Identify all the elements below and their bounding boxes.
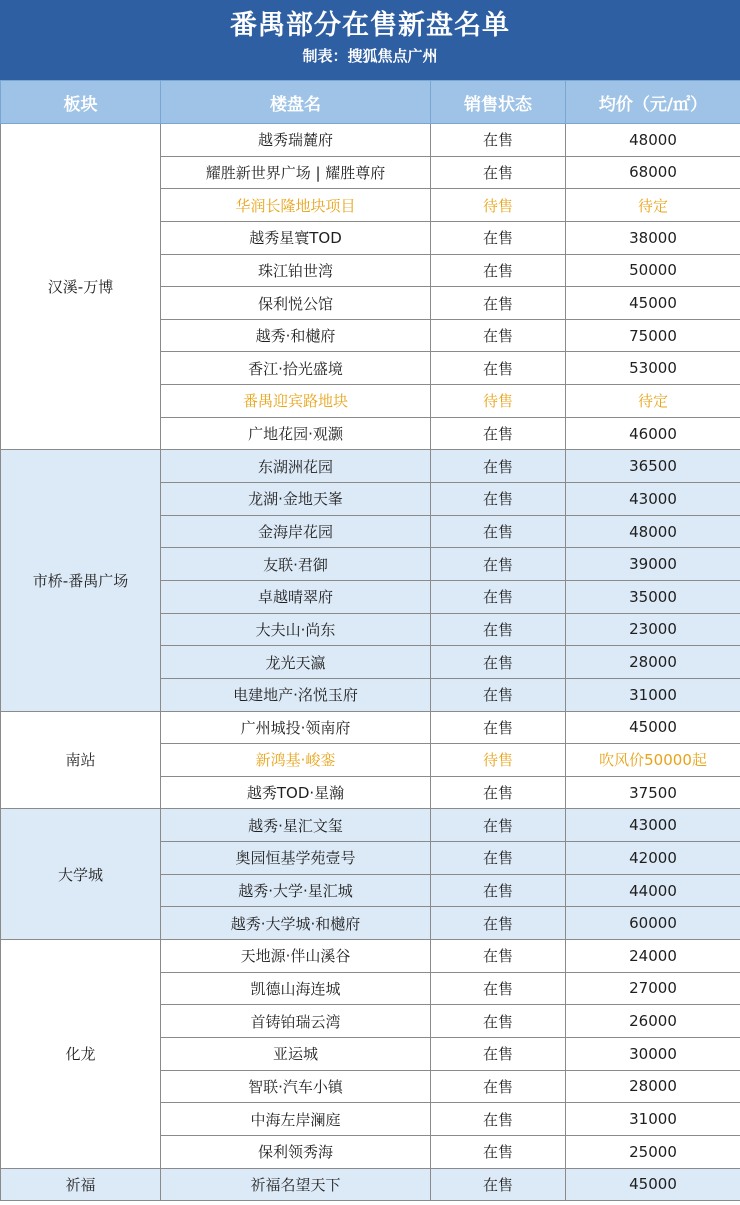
- project-name-cell: 华润长隆地块项目: [161, 189, 431, 222]
- average-price-cell: 24000: [566, 940, 740, 973]
- project-name-cell: 亚运城: [161, 1037, 431, 1070]
- average-price-cell: 43000: [566, 809, 740, 842]
- column-header-region: 板块: [1, 81, 161, 124]
- sales-status-cell: 在售: [431, 1168, 566, 1201]
- project-name-cell: 珠江铂世湾: [161, 254, 431, 287]
- project-name-cell: 新鸿基·峻銮: [161, 744, 431, 777]
- listings-table: [0, 80, 740, 1201]
- average-price-cell: 27000: [566, 972, 740, 1005]
- project-name-cell: 越秀TOD·星瀚: [161, 776, 431, 809]
- average-price-cell: 39000: [566, 548, 740, 581]
- project-name-cell: 奥园恒基学苑壹号: [161, 842, 431, 875]
- sales-status-cell: 在售: [431, 613, 566, 646]
- average-price-cell: 28000: [566, 1070, 740, 1103]
- project-name-cell: 耀胜新世界广场 | 耀胜尊府: [161, 156, 431, 189]
- table-row: [1, 940, 740, 973]
- table-row: [1, 450, 740, 483]
- project-name-cell: 番禺迎宾路地块: [161, 385, 431, 418]
- sales-status-cell: 在售: [431, 874, 566, 907]
- sales-status-cell: 在售: [431, 842, 566, 875]
- sales-status-cell: 在售: [431, 1037, 566, 1070]
- sales-status-cell: 在售: [431, 1070, 566, 1103]
- sales-status-cell: 在售: [431, 221, 566, 254]
- table-row: [1, 124, 740, 157]
- average-price-cell: 44000: [566, 874, 740, 907]
- region-cell: 南站: [1, 711, 161, 809]
- average-price-cell: 68000: [566, 156, 740, 189]
- project-name-cell: 中海左岸澜庭: [161, 1103, 431, 1136]
- project-name-cell: 越秀星寰TOD: [161, 221, 431, 254]
- average-price-cell: 待定: [566, 189, 740, 222]
- column-header-price: 均价（元/㎡）: [566, 81, 740, 124]
- column-header-project: 楼盘名: [161, 81, 431, 124]
- average-price-cell: 46000: [566, 417, 740, 450]
- table-row: [1, 809, 740, 842]
- project-name-cell: 友联·君御: [161, 548, 431, 581]
- average-price-cell: 48000: [566, 515, 740, 548]
- region-cell: 汉溪-万博: [1, 124, 161, 450]
- average-price-cell: 45000: [566, 287, 740, 320]
- sales-status-cell: 在售: [431, 972, 566, 1005]
- average-price-cell: 35000: [566, 580, 740, 613]
- project-name-cell: 金海岸花园: [161, 515, 431, 548]
- project-name-cell: 东湖洲花园: [161, 450, 431, 483]
- sales-status-cell: 在售: [431, 809, 566, 842]
- sales-status-cell: 在售: [431, 580, 566, 613]
- project-name-cell: 越秀·大学·星汇城: [161, 874, 431, 907]
- page-title: 番禺部分在售新盘名单: [230, 10, 510, 41]
- average-price-cell: 36500: [566, 450, 740, 483]
- average-price-cell: 25000: [566, 1135, 740, 1168]
- table-row: [1, 1168, 740, 1201]
- project-name-cell: 龙湖·金地天峯: [161, 483, 431, 516]
- sales-status-cell: 在售: [431, 352, 566, 385]
- project-name-cell: 天地源·伴山溪谷: [161, 940, 431, 973]
- sales-status-cell: 在售: [431, 287, 566, 320]
- average-price-cell: 53000: [566, 352, 740, 385]
- average-price-cell: 26000: [566, 1005, 740, 1038]
- sales-status-cell: 待售: [431, 385, 566, 418]
- sales-status-cell: 在售: [431, 1005, 566, 1038]
- project-name-cell: 智联·汽车小镇: [161, 1070, 431, 1103]
- project-name-cell: 越秀瑞麓府: [161, 124, 431, 157]
- average-price-cell: 45000: [566, 1168, 740, 1201]
- average-price-cell: 37500: [566, 776, 740, 809]
- average-price-cell: 48000: [566, 124, 740, 157]
- project-name-cell: 越秀·星汇文玺: [161, 809, 431, 842]
- average-price-cell: 43000: [566, 483, 740, 516]
- average-price-cell: 50000: [566, 254, 740, 287]
- sales-status-cell: 在售: [431, 1135, 566, 1168]
- project-name-cell: 广州城投·领南府: [161, 711, 431, 744]
- project-name-cell: 凯德山海连城: [161, 972, 431, 1005]
- sales-status-cell: 在售: [431, 678, 566, 711]
- project-name-cell: 保利领秀海: [161, 1135, 431, 1168]
- region-cell: 祈福: [1, 1168, 161, 1201]
- project-name-cell: 祈福名望天下: [161, 1168, 431, 1201]
- project-name-cell: 卓越晴翠府: [161, 580, 431, 613]
- average-price-cell: 60000: [566, 907, 740, 940]
- project-name-cell: 越秀·和樾府: [161, 319, 431, 352]
- sales-status-cell: 在售: [431, 450, 566, 483]
- project-name-cell: 大夫山·尚东: [161, 613, 431, 646]
- sales-status-cell: 在售: [431, 646, 566, 679]
- sales-status-cell: 在售: [431, 940, 566, 973]
- sales-status-cell: 待售: [431, 744, 566, 777]
- sales-status-cell: 在售: [431, 776, 566, 809]
- average-price-cell: 待定: [566, 385, 740, 418]
- project-name-cell: 龙光天瀛: [161, 646, 431, 679]
- table-body: [1, 124, 740, 1201]
- sales-status-cell: 在售: [431, 515, 566, 548]
- sales-status-cell: 在售: [431, 483, 566, 516]
- average-price-cell: 吹风价50000起: [566, 744, 740, 777]
- project-name-cell: 越秀·大学城·和樾府: [161, 907, 431, 940]
- project-name-cell: 广地花园·观灏: [161, 417, 431, 450]
- sales-status-cell: 在售: [431, 124, 566, 157]
- average-price-cell: 45000: [566, 711, 740, 744]
- region-cell: 市桥-番禺广场: [1, 450, 161, 711]
- sales-status-cell: 在售: [431, 548, 566, 581]
- average-price-cell: 28000: [566, 646, 740, 679]
- average-price-cell: 42000: [566, 842, 740, 875]
- project-name-cell: 电建地产·洺悦玉府: [161, 678, 431, 711]
- project-name-cell: 保利悦公馆: [161, 287, 431, 320]
- table-header-row: [1, 81, 740, 124]
- average-price-cell: 38000: [566, 221, 740, 254]
- sales-status-cell: 在售: [431, 254, 566, 287]
- title-banner: [0, 0, 740, 80]
- average-price-cell: 75000: [566, 319, 740, 352]
- project-name-cell: 首铸铂瑞云湾: [161, 1005, 431, 1038]
- sales-status-cell: 在售: [431, 319, 566, 352]
- sales-status-cell: 在售: [431, 1103, 566, 1136]
- project-name-cell: 香江·拾光盛境: [161, 352, 431, 385]
- region-cell: 大学城: [1, 809, 161, 940]
- table-row: [1, 711, 740, 744]
- average-price-cell: 23000: [566, 613, 740, 646]
- average-price-cell: 31000: [566, 678, 740, 711]
- sales-status-cell: 在售: [431, 156, 566, 189]
- sales-status-cell: 在售: [431, 417, 566, 450]
- average-price-cell: 31000: [566, 1103, 740, 1136]
- sales-status-cell: 待售: [431, 189, 566, 222]
- average-price-cell: 30000: [566, 1037, 740, 1070]
- page-subtitle: 制表：搜狐焦点广州: [302, 47, 438, 65]
- sales-status-cell: 在售: [431, 907, 566, 940]
- sales-status-cell: 在售: [431, 711, 566, 744]
- column-header-status: 销售状态: [431, 81, 566, 124]
- region-cell: 化龙: [1, 940, 161, 1168]
